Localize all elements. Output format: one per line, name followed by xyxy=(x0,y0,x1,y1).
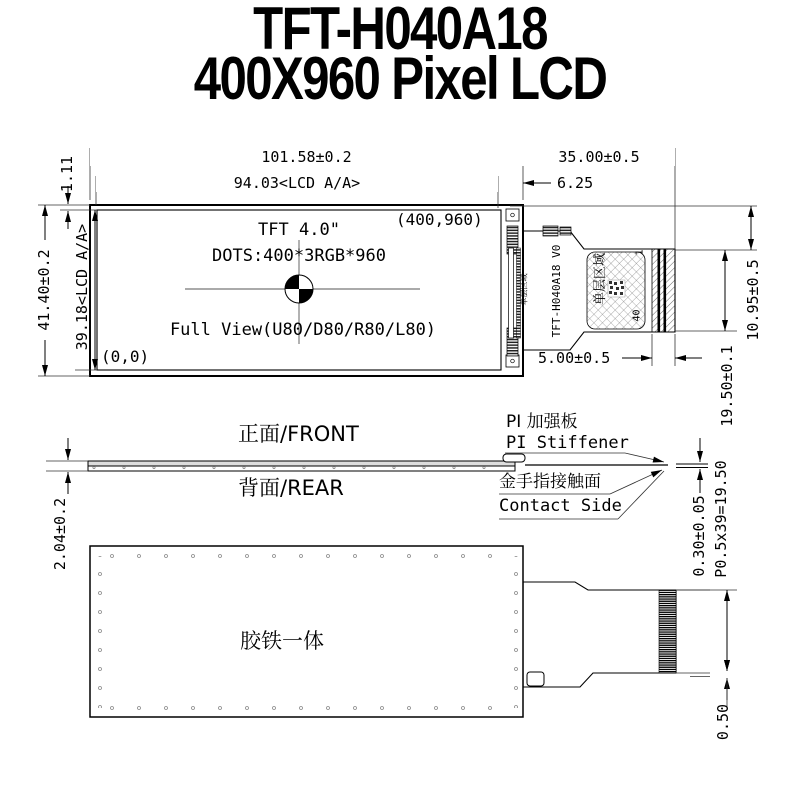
dim-thickness: 2.04±0.2 xyxy=(51,497,69,571)
coord-top-right: (400,960) xyxy=(396,210,483,229)
resolution-title: 400X960 Pixel LCD xyxy=(193,45,607,112)
dim-tail-margin: 0.50 xyxy=(714,703,732,741)
dim-gold-width: 5.00±0.5 xyxy=(538,349,611,367)
rear-side-label: 背面/REAR xyxy=(238,476,344,500)
pin-1-label: 1 xyxy=(634,249,646,256)
rear-view xyxy=(90,546,737,717)
single-layer-label-small: 单层区域 xyxy=(519,273,529,306)
coord-origin: (0,0) xyxy=(101,347,150,366)
qr-code-mark xyxy=(608,280,625,297)
dim-fpc-thickness: 0.30±0.05 xyxy=(690,495,708,577)
rear-fpc-tail xyxy=(523,582,676,687)
stiffener-label-en: PI Stiffener xyxy=(506,433,629,453)
cog-ledge xyxy=(506,209,521,367)
panel-dots-label: DOTS:400*3RGB*960 xyxy=(212,246,386,266)
drawing-title xyxy=(72,0,728,112)
pin-40-label: 40 xyxy=(631,309,643,322)
dim-aa-width: 94.03<LCD A/A> xyxy=(96,174,498,192)
panel-size-label: TFT 4.0" xyxy=(258,220,340,240)
fpc-bend-tab xyxy=(503,454,525,462)
contact-label-cn: 金手指接触面 xyxy=(499,472,601,492)
panel-view-label: Full View(U80/D80/R80/L80) xyxy=(169,320,437,340)
single-layer-label-large: 单层区域 xyxy=(593,253,608,306)
dim-fpc-length: 35.00±0.5 xyxy=(523,148,675,166)
fpc-component-icon xyxy=(543,226,558,236)
gold-finger-contacts xyxy=(659,590,676,673)
contact-label-en: Contact Side xyxy=(499,496,622,516)
front-side-label: 正面/FRONT xyxy=(238,422,359,446)
fpc-component-icon xyxy=(560,227,571,235)
dim-aa-height: 39.18<LCD A/A> xyxy=(73,223,91,351)
fpc-model-label: TFT-H040A18 V0 xyxy=(550,244,563,338)
rear-body-label: 胶铁一体 xyxy=(240,629,324,653)
tail-notch xyxy=(527,672,544,686)
dim-total-height: 41.40±0.2 xyxy=(35,240,53,340)
dim-fpc-top-offset: 10.95±0.5 xyxy=(744,259,762,341)
dim-total-width: 101.58±0.2 xyxy=(90,148,523,166)
dim-pitch: P0.5x39=19.50 xyxy=(712,460,730,578)
stiffener-label-cn: PI 加强板 xyxy=(506,412,578,432)
part-number-title: TFT-H040A18 xyxy=(253,0,547,62)
dim-contact-length: 19.50±0.1 xyxy=(718,345,736,427)
dim-top-margin: 1.11 xyxy=(58,155,76,193)
dim-right-margin: 6.25 xyxy=(557,174,594,192)
